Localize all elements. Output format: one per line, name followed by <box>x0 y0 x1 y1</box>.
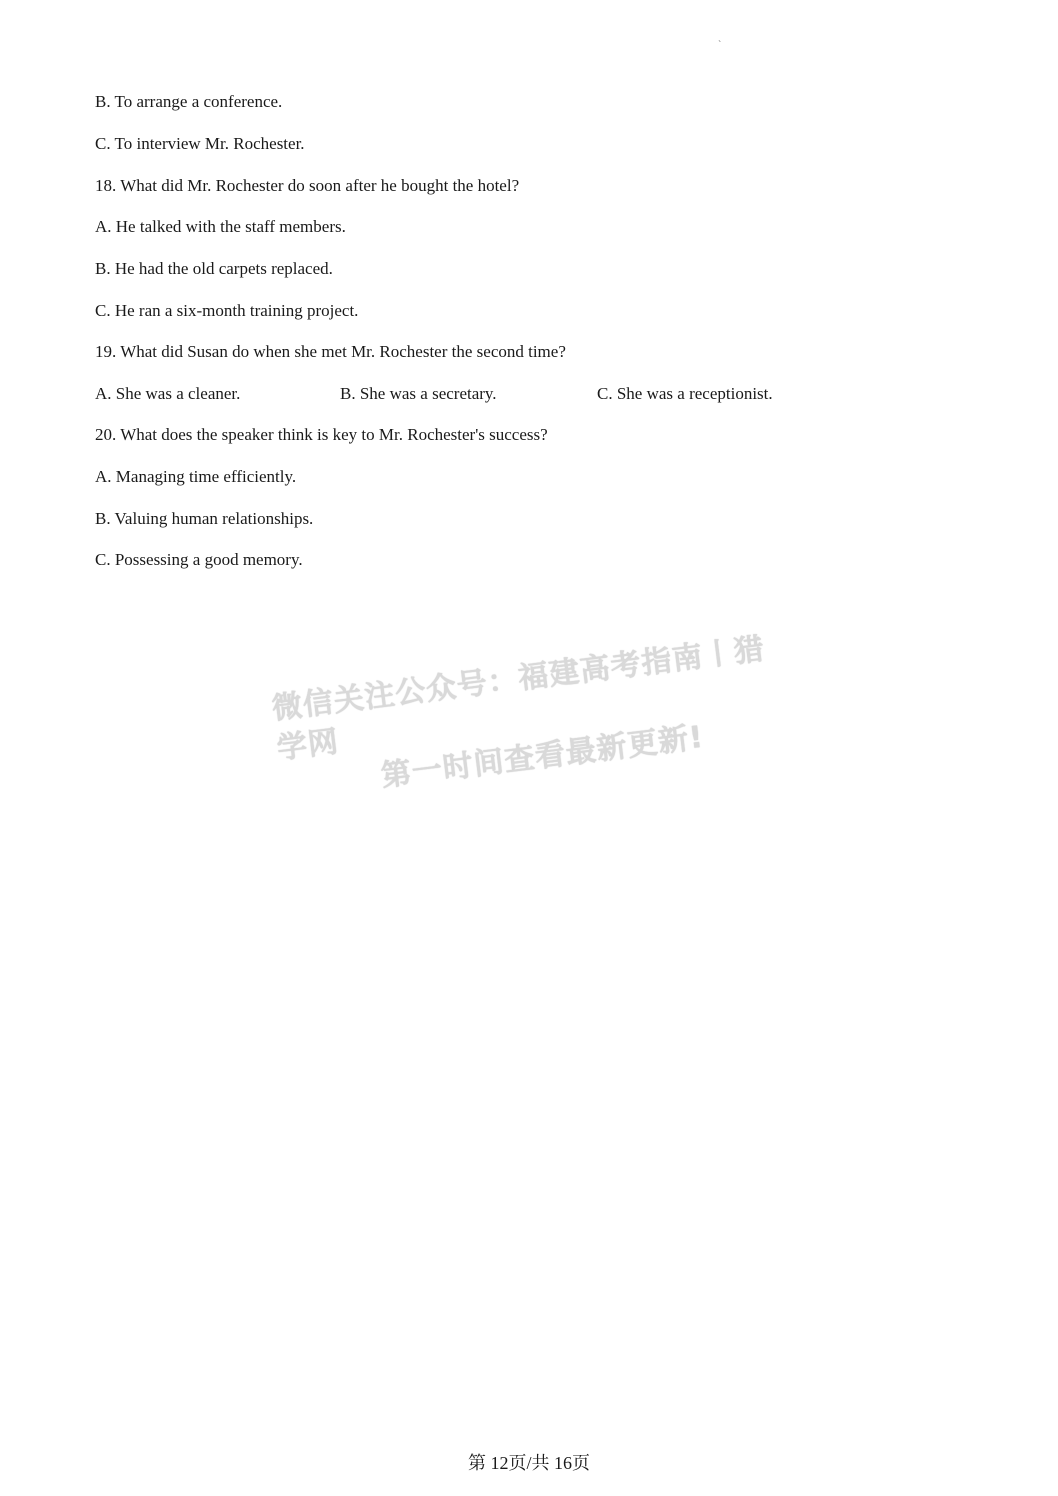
corner-mark: ` <box>718 40 722 51</box>
option-18b: B. He had the old carpets replaced. <box>95 259 333 278</box>
page-number-footer: 第 12页/共 16页 <box>467 1453 590 1473</box>
watermark-line-1: 微信关注公众号：福建高考指南丨猎学网 <box>270 631 767 767</box>
question-18: 18. What did Mr. Rochester do soon after he bought the hotel? <box>95 176 520 195</box>
option-20a: A. Managing time efficiently. <box>95 467 297 486</box>
option-19a: A. She was a cleaner. <box>95 384 241 403</box>
option-17c: C. To interview Mr. Rochester. <box>95 134 305 153</box>
option-19c: C. She was a receptionist. <box>597 384 773 403</box>
option-18c: C. He ran a six-month training project. <box>95 301 359 320</box>
watermark <box>270 627 801 809</box>
question-20: 20. What does the speaker think is key to Mr. Rochester's success? <box>95 425 548 444</box>
option-20c: C. Possessing a good memory. <box>95 550 303 569</box>
option-19b: B. She was a secretary. <box>340 384 497 403</box>
option-18a: A. He talked with the staff members. <box>95 217 346 236</box>
option-20b: B. Valuing human relationships. <box>95 509 314 528</box>
question-19: 19. What did Susan do when she met Mr. Rochester the second time? <box>95 342 566 361</box>
option-17b: B. To arrange a conference. <box>95 92 283 111</box>
watermark-line-2: 第一时间查看最新更新! <box>379 719 706 794</box>
